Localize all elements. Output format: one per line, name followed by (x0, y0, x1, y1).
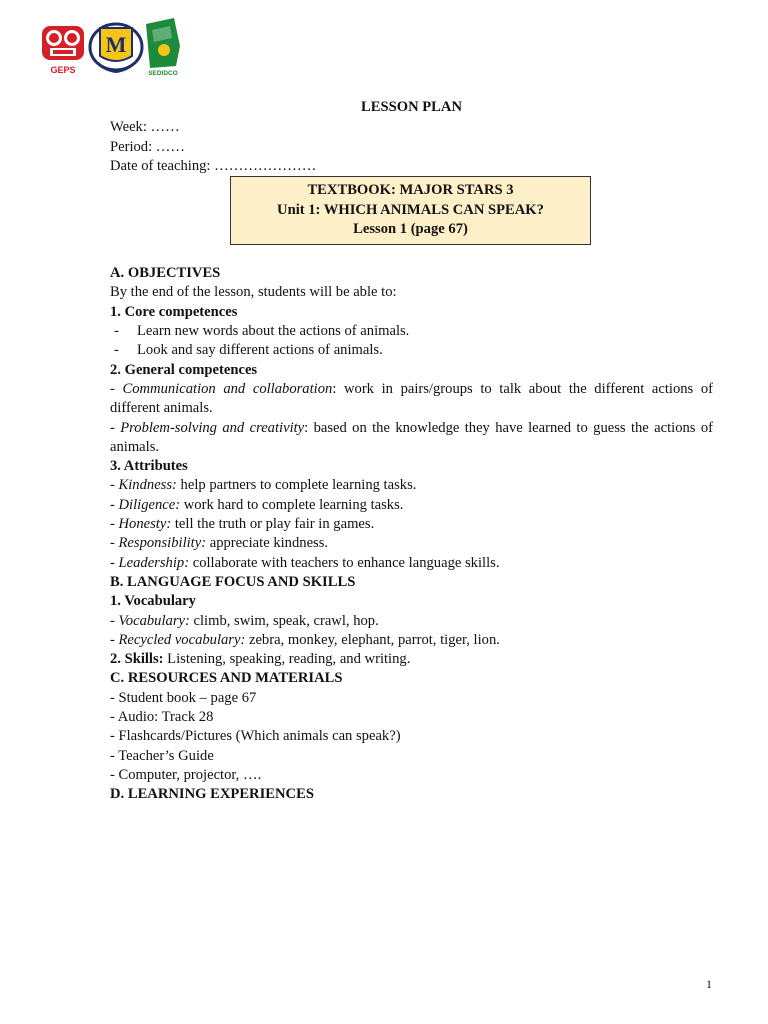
attribute-label: Kindness: (118, 477, 177, 494)
list-item: - Teacher’s Guide (110, 747, 214, 764)
list-item: - Kindness: help partners to complete learning tasks. (110, 477, 417, 494)
list-item: - Computer, projector, …. (110, 766, 262, 783)
sedidco-logo (146, 18, 180, 76)
attribute-text: appreciate kindness. (206, 535, 329, 552)
learning-experiences-heading: D. LEARNING EXPERIENCES (110, 786, 314, 803)
language-heading: B. LANGUAGE FOCUS AND SKILLS (110, 573, 356, 590)
general-competences-heading: 2. General competences (110, 361, 258, 378)
m-crest-letter: M (105, 32, 127, 57)
bullet-dash: - (114, 342, 119, 359)
attribute-label: Diligence: (118, 496, 181, 513)
resources-heading: C. RESOURCES AND MATERIALS (110, 670, 343, 687)
objectives-intro: By the end of the lesson, students will be able to: (110, 284, 397, 301)
competence-label: Problem-solving and creativity (120, 419, 305, 436)
competence-text: : based on the knowledge they have learned to guess the actions of animals. (110, 419, 713, 455)
attribute-label: Responsibility: (118, 535, 207, 552)
list-item: - Vocabulary: climb, swim, speak, crawl, hop. (110, 612, 379, 629)
vocabulary-label: Vocabulary: (118, 612, 190, 629)
list-item: - Flashcards/Pictures (Which animals can speak?) (110, 728, 401, 745)
textbook-box (230, 176, 591, 245)
attribute-label: Leadership: (118, 554, 190, 571)
competence-text: : work in pairs/groups to talk about the different actions of different animals. (110, 380, 713, 417)
list-item: - Problem-solving and creativity: based on the knowledge they have learned to guess the actions of animals. (110, 419, 713, 455)
lesson-title: Lesson 1 (page 67) (353, 221, 468, 238)
list-item: - Honesty: tell the truth or play fair in games. (110, 516, 375, 533)
core-item-text: Look and say different actions of animals. (137, 342, 383, 359)
competence-label: Communication and collaboration (122, 380, 333, 397)
list-item: - Recycled vocabulary: zebra, monkey, elephant, parrot, tiger, lion. (110, 631, 500, 648)
list-item: - Communication and collaboration: work in pairs/groups to talk about the different actions of different animals. (110, 380, 713, 417)
sedidco-logo-text: SEDIDCO (148, 70, 178, 76)
vocabulary-heading: 1. Vocabulary (110, 593, 196, 610)
period-line: Period: …… (110, 138, 185, 155)
geps-logo-text: GEPS (50, 65, 76, 75)
list-item: - Audio: Track 28 (110, 709, 214, 726)
list-item (110, 341, 713, 360)
document-title: LESSON PLAN (361, 99, 462, 115)
list-item: - Leadership: collaborate with teachers to enhance language skills. (110, 554, 500, 571)
recycled-vocabulary-text: zebra, monkey, elephant, parrot, tiger, lion. (245, 631, 500, 648)
page-number: 1 (706, 977, 712, 991)
m-crest-logo (90, 24, 142, 72)
skills-text: Listening, speaking, reading, and writing. (163, 651, 411, 668)
bullet-dash: - (114, 323, 119, 340)
list-item: - Diligence: work hard to complete learning tasks. (110, 496, 404, 513)
attribute-label: Honesty: (118, 516, 172, 533)
list-item: - Responsibility: appreciate kindness. (110, 535, 329, 552)
attributes-heading: 3. Attributes (110, 458, 188, 475)
objectives-heading: A. OBJECTIVES (110, 265, 221, 282)
unit-title: Unit 1: WHICH ANIMALS CAN SPEAK? (277, 201, 544, 218)
attribute-text: collaborate with teachers to enhance language skills. (189, 554, 500, 571)
textbook-title: TEXTBOOK: MAJOR STARS 3 (307, 182, 514, 199)
recycled-vocabulary-label: Recycled vocabulary: (118, 631, 246, 648)
date-line: Date of teaching: ………………… (110, 157, 317, 174)
core-item-text: Learn new words about the actions of animals. (137, 323, 410, 340)
lesson-plan-page (110, 98, 713, 805)
list-item: - Student book – page 67 (110, 689, 257, 706)
geps-logo (42, 26, 84, 75)
attribute-text: work hard to complete learning tasks. (180, 496, 404, 513)
list-item (110, 322, 713, 341)
skills-line (110, 650, 713, 669)
school-logos (40, 16, 185, 76)
vocabulary-text: climb, swim, speak, crawl, hop. (189, 612, 379, 629)
attribute-text: tell the truth or play fair in games. (171, 516, 375, 533)
core-competences-heading: 1. Core competences (110, 303, 238, 320)
skills-label: 2. Skills: (110, 651, 164, 668)
attribute-text: help partners to complete learning tasks. (176, 477, 417, 494)
week-line: Week: …… (110, 119, 180, 136)
